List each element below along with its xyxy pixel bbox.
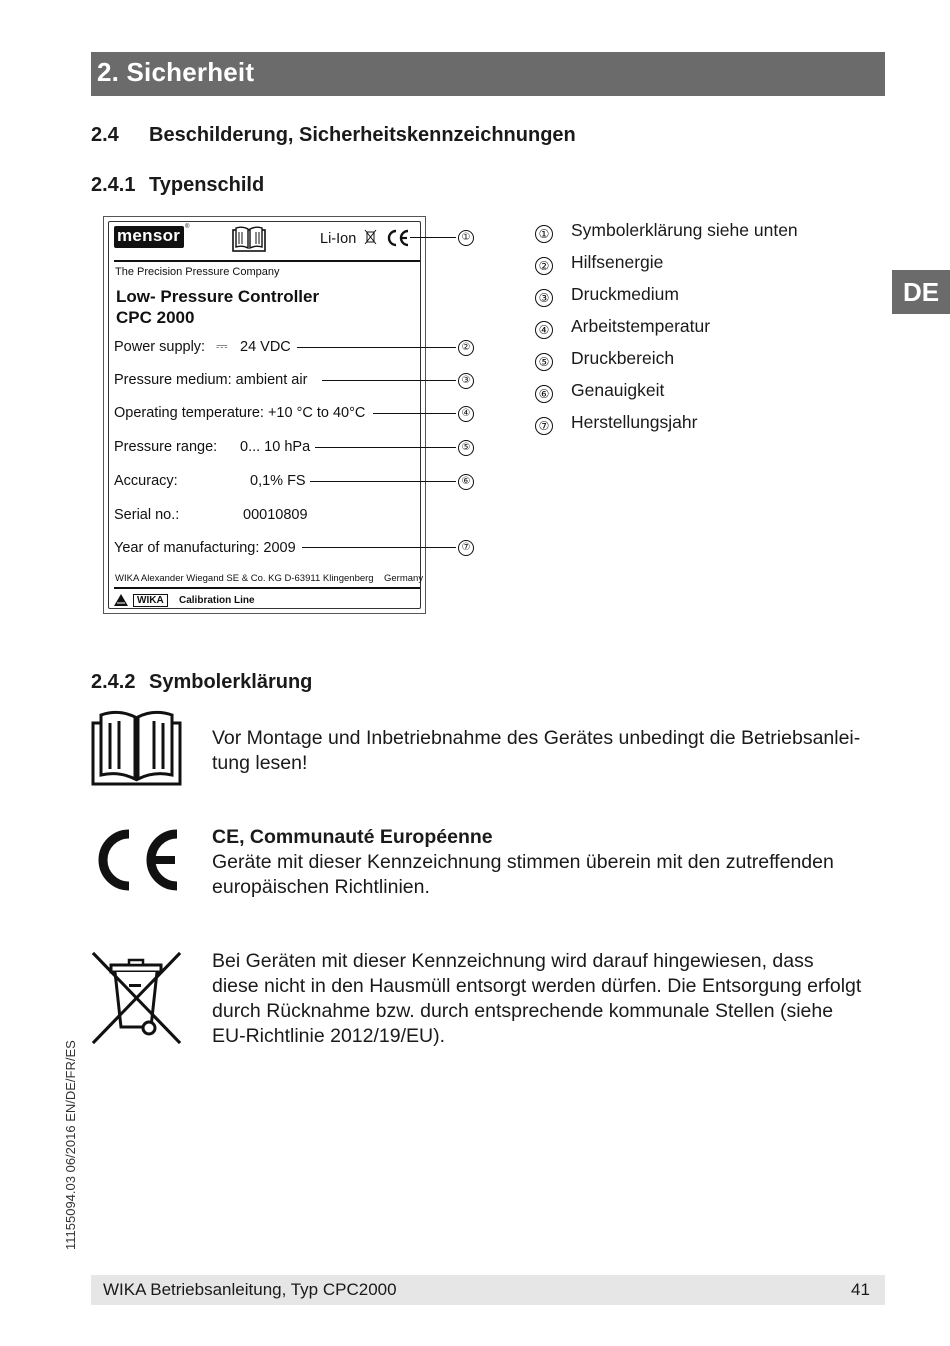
- ce-mark-small-icon: [386, 229, 410, 247]
- callout-2: ②: [458, 340, 474, 356]
- legend-number: ②: [535, 257, 553, 275]
- wika-logo: WIKA: [133, 594, 168, 607]
- li-ion-label: Li-Ion: [320, 231, 357, 247]
- leader-line-2: [297, 347, 456, 348]
- section-title: Typenschild: [149, 174, 265, 196]
- serial-label: Serial no.:: [114, 507, 180, 523]
- callout-4: ④: [458, 406, 474, 422]
- serial-value: 00010809: [243, 507, 308, 523]
- ce-mark-icon: [91, 829, 183, 891]
- leader-line-4: [373, 413, 456, 414]
- ce-symbol-description: CE, Communauté Européenne Geräte mit dieser Kennzeichnung stimmen überein mit den zutreffenden europäischen Richtlinien.: [212, 826, 834, 898]
- legend-number: ⑦: [535, 417, 553, 435]
- callout-5: ⑤: [458, 440, 474, 456]
- section-title: Symbolerklärung: [149, 671, 313, 693]
- legend-number: ⑤: [535, 353, 553, 371]
- callout-1: ①: [458, 230, 474, 246]
- manufacturer-address: WIKA Alexander Wiegand SE & Co. KG D-63911 Klingenberg: [115, 573, 374, 584]
- manual-symbol-description: Vor Montage und Inbetriebnahme des Gerätes unbedingt die Betriebsanlei- tung lesen!: [212, 727, 861, 774]
- legend-text: Druckbereich: [571, 348, 675, 368]
- callout-3: ③: [458, 373, 474, 389]
- weee-symbol-description: Bei Geräten mit dieser Kennzeichnung wird darauf hingewiesen, dass diese nicht in den Hausmüll entsorgt werden dürfen. Die Entsorgung erfolgt durch Rücknahme bzw. durch entsprechende kommunale Stellen (siehe EU-Richtlinie 2012/19/EU).: [212, 950, 862, 1047]
- operating-temperature: Operating temperature: +10 °C to 40°C: [114, 405, 366, 421]
- chapter-title: 2. Sicherheit: [97, 57, 255, 87]
- legend-text: Genauigkeit: [571, 380, 665, 400]
- leader-line-3: [322, 380, 456, 381]
- manual-book-icon: [91, 709, 182, 786]
- leader-line-7: [302, 547, 456, 548]
- legend-number: ①: [535, 225, 553, 243]
- leader-line-5: [315, 447, 456, 448]
- ce-title: CE, Communauté Européenne: [212, 826, 493, 848]
- language-tab: DE: [892, 270, 950, 314]
- pressure-medium: Pressure medium: ambient air: [114, 372, 308, 388]
- legend-text: Symbolerklärung siehe unten: [571, 220, 798, 240]
- mensor-logo: mensor: [114, 226, 184, 248]
- legend-text: Arbeitstemperatur: [571, 316, 711, 336]
- accuracy-label: Accuracy:: [114, 473, 178, 489]
- manufacturer-country: Germany: [384, 573, 424, 584]
- legend-text: Druckmedium: [571, 284, 679, 304]
- year-of-manufacturing: Year of manufacturing: 2009: [114, 540, 296, 556]
- leader-line-1: [410, 237, 456, 238]
- registered-mark: ®: [185, 224, 190, 230]
- legend-text: Herstellungsjahr: [571, 412, 698, 432]
- legend-text: Hilfsenergie: [571, 252, 664, 272]
- crossed-out-bin-icon: [91, 951, 182, 1045]
- legend-number: ④: [535, 321, 553, 339]
- legend-number: ⑥: [535, 385, 553, 403]
- section-title: Beschilderung, Sicherheitskennzeichnungen: [149, 124, 576, 146]
- callout-6: ⑥: [458, 474, 474, 490]
- calibration-line: Calibration Line: [179, 595, 255, 606]
- small-bin-icon: [364, 229, 377, 245]
- section-number: 2.4.1: [91, 174, 136, 196]
- power-supply-label: Power supply:: [114, 339, 206, 355]
- plate-divider-bottom: [114, 587, 420, 589]
- section-number: 2.4: [91, 124, 119, 146]
- plate-divider: [114, 260, 420, 262]
- leader-line-6: [310, 481, 456, 482]
- section-number: 2.4.2: [91, 671, 136, 693]
- book-icon: [232, 226, 266, 252]
- power-supply-value: 24 VDC: [240, 339, 291, 355]
- accuracy-value: 0,1% FS: [250, 473, 306, 489]
- pressure-range-value: 0... 10 hPa: [240, 439, 311, 455]
- dc-symbol-icon: ⎓: [216, 339, 228, 355]
- wika-triangle-icon: [114, 594, 128, 606]
- company-tagline: The Precision Pressure Company: [115, 266, 280, 278]
- product-model: CPC 2000: [116, 308, 195, 327]
- footer-title: WIKA Betriebsanleitung, Typ CPC2000: [103, 1280, 397, 1299]
- page-number: 41: [851, 1280, 870, 1299]
- product-name: Low- Pressure Controller: [116, 287, 320, 306]
- callout-7: ⑦: [458, 540, 474, 556]
- pressure-range-label: Pressure range:: [114, 439, 218, 455]
- legend-number: ③: [535, 289, 553, 307]
- document-id: 11155094.03 06/2016 EN/DE/FR/ES: [63, 1040, 78, 1250]
